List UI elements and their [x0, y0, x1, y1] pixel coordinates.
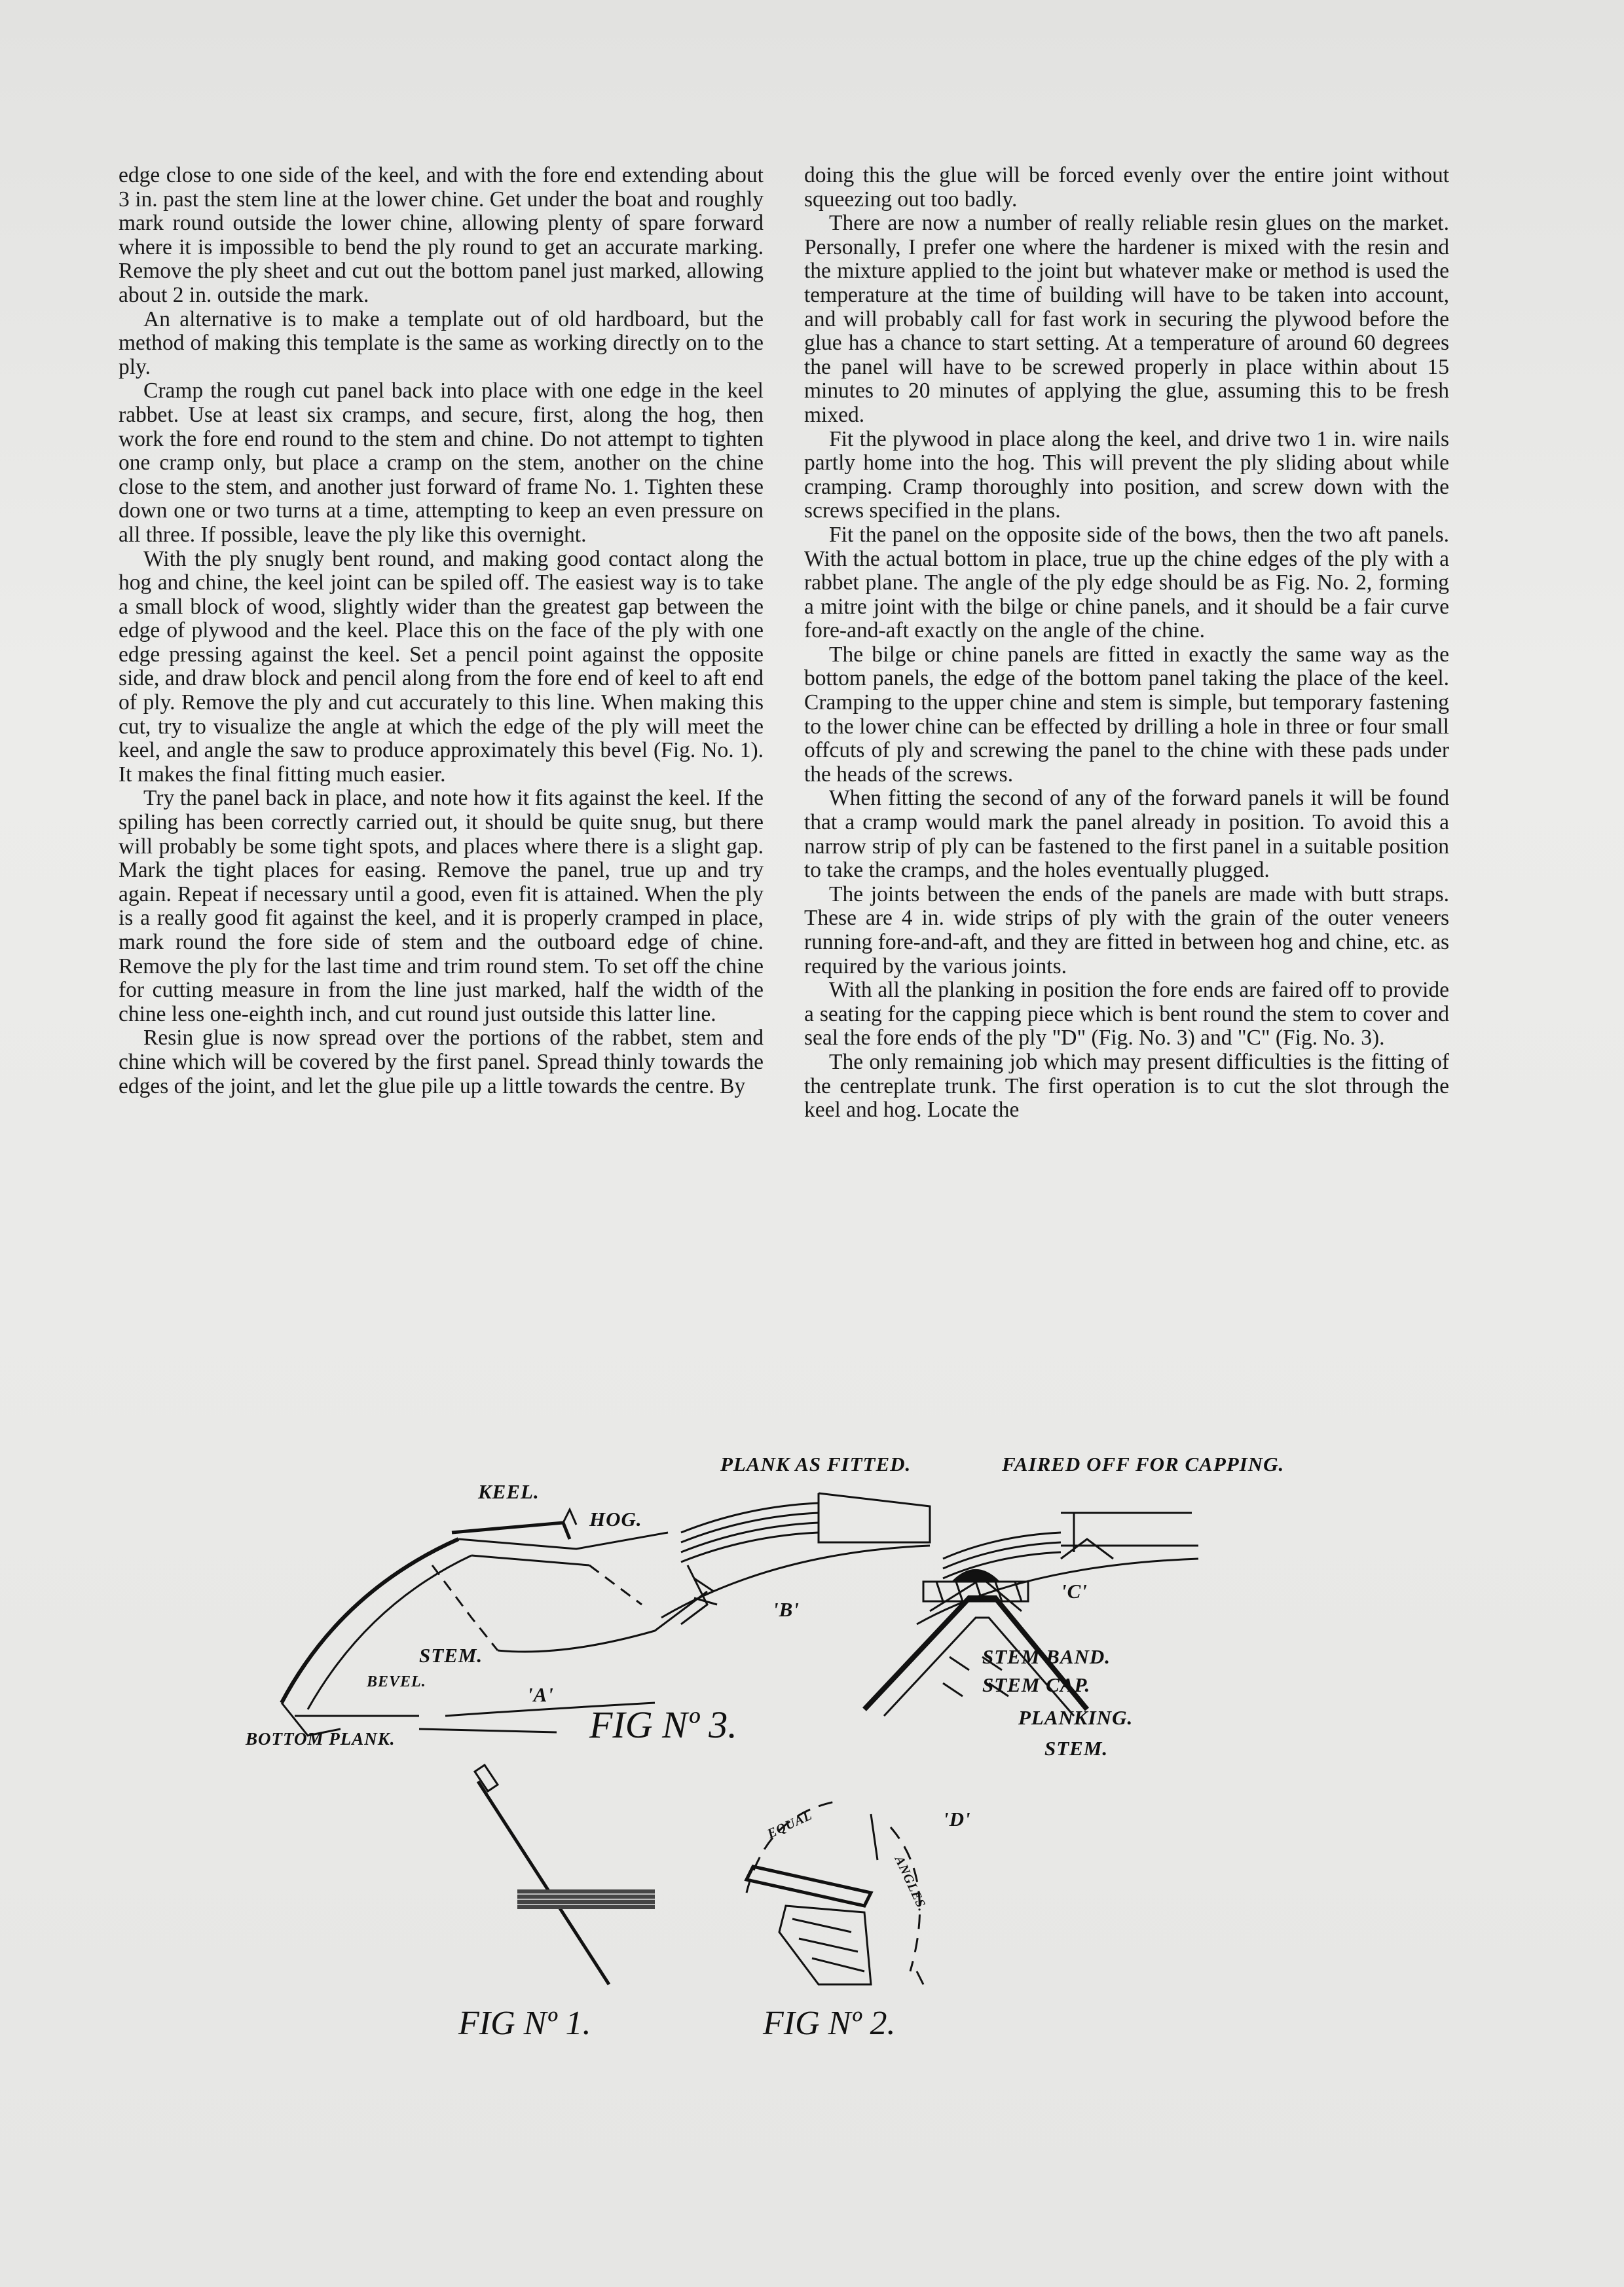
- caption-fig3: FIG Nº 3.: [589, 1703, 737, 1746]
- label-stem: STEM.: [419, 1644, 483, 1667]
- left-text-column: [119, 164, 764, 1098]
- label-d: 'D': [943, 1808, 971, 1831]
- paragraph: The only remaining job which may present difficulties is the fitting of the centreplate trunk. The first operation is to cut the slot through the keel and hog. Locate the: [804, 1049, 1449, 1123]
- paragraph: The bilge or chine panels are fitted in exactly the same way as the bottom panels, the edge of the bottom panel taking the place of the keel. Cramping to the upper chine and stem is simple, but temporary fastening to the lower chine can be effected by drilling a hole in three or four small offcuts of ply and screwing the panel to the chine with these pads under the heads of the screws.: [804, 642, 1449, 787]
- paragraph: There are now a number of really reliable resin glues on the market. Personally, I prefer one where the hardener is mixed with the resin and the mixture applied to the joint but whatever make or method is used the temperature at the time of building will have to be taken into account, and will probably call for fast work in securing the plywood before the glue has a chance to start setting. At a temperature of around 60 degrees the panel will have to be screwed properly in place within about 15 minutes to 20 minutes of applying the glue, assuming this to be fresh mixed.: [804, 211, 1449, 427]
- label-plank-as-fitted: PLANK AS FITTED.: [720, 1453, 912, 1476]
- caption-fig1: FIG Nº 1.: [458, 2005, 591, 2042]
- paragraph: When fitting the second of any of the forward panels it will be found that a cramp would mark the panel already in position. To avoid this a narrow strip of ply can be fastened to the first panel in a suitable position to take the cramps, and the holes eventually plugged.: [804, 786, 1449, 883]
- label-stem-band: STEM BAND.: [982, 1645, 1111, 1668]
- label-bottom-plank: BOTTOM PLANK.: [246, 1729, 396, 1749]
- paragraph: An alternative is to make a template out of old hardboard, but the method of making this template is the same as working directly on to the ply.: [119, 307, 764, 379]
- label-faired-off: FAIRED OFF FOR CAPPING.: [1002, 1453, 1285, 1476]
- fig3-view-a: [282, 1510, 707, 1736]
- paragraph: Fit the plywood in place along the keel, and drive two 1 in. wire nails partly home into the hog. This will prevent the ply sliding about while cramping. Cramp thoroughly into position, and screw down with the screws specified in the plans.: [804, 426, 1449, 523]
- label-angles: ANGLES.: [891, 1853, 931, 1914]
- label-b: 'B': [773, 1598, 800, 1621]
- paragraph: doing this the glue will be forced evenly over the entire joint without squeezing out too badly.: [804, 163, 1449, 212]
- label-planking: PLANKING.: [1018, 1706, 1134, 1729]
- label-c: 'C': [1061, 1580, 1088, 1603]
- label-stem-2: STEM.: [1044, 1737, 1109, 1760]
- paragraph: The joints between the ends of the panels are made with butt straps. These are 4 in. wide strips of ply with the grain of the outer veneers running fore-and-aft, and they are fitted in between hog and chine, etc. as required by the various joints.: [804, 882, 1449, 978]
- label-equal: EQUAL: [765, 1808, 815, 1842]
- paragraph: Try the panel back in place, and note how it fits against the keel. If the spiling has been correctly carried out, it should be quite snug, but there will probably be some tight spots, and places where there is a slight gap. Mark the tight places for easing. Remove the panel, true up and try again. Repeat if necessary until a good, even fit is attained. When the ply is a really good fit against the keel, and it is properly cramped in place, mark round the fore side of stem and the outboard edge of chine. Remove the ply for the last time and trim round stem. To set off the chine for cutting measure in from the line just marked, half the width of the chine less one-eighth inch, and cut round just outside this latter line.: [119, 786, 764, 1026]
- label-stem-cap: STEM CAP.: [982, 1673, 1091, 1696]
- caption-fig2: FIG Nº 2.: [763, 2005, 896, 2042]
- paragraph: With all the planking in position the fore ends are faired off to provide a seating for the capping piece which is bent round the stem to cover and seal the fore ends of the ply "D" (Fig. No. 3) and "C" (Fig. No. 3).: [804, 978, 1449, 1051]
- paragraph: edge close to one side of the keel, and with the fore end extending about 3 in. past the stem line at the lower chine. Get under the boat and roughly mark round outside the lower chine, allowing plenty of spare forward where it is impossible to bend the ply round to get an accurate marking. Remove the ply sheet and cut out the bottom panel just marked, allowing about 2 in. outside the mark.: [119, 163, 764, 307]
- paragraph: Cramp the rough cut panel back into place with one edge in the keel rabbet. Use at least six cramps, and secure, first, along the hog, then work the fore end round to the stem and chine. Do not attempt to tighten one cramp only, but place a cramp on the stem, another on the chine close to the stem, and another just forward of frame No. 1. Tighten these down one or two turns at a time, attempting to keep an even pressure on all three. If possible, leave the ply like this overnight.: [119, 379, 764, 547]
- fig1-drawing: [475, 1765, 655, 1984]
- label-a: 'A': [527, 1683, 554, 1706]
- figures-illustration: [0, 1408, 1624, 2142]
- paragraph: With the ply snugly bent round, and making good contact along the hog and chine, the keel joint can be spiled off. The easiest way is to take a small block of wood, slightly wider than the greatest gap between the edge of plywood and the keel. Place this on the face of the ply with one edge pressing against the keel. Set a pencil point against the opposite side, and draw block and pencil along from the fore end of keel to aft end of ply. Remove the ply and cut accurately to this line. When making this cut, try to visualize the angle at which the edge of the ply will meet the keel, and angle the saw to produce approximately this bevel (Fig. No. 1). It makes the final fitting much easier.: [119, 546, 764, 787]
- label-keel: KEEL.: [478, 1480, 540, 1503]
- right-text-column: [804, 164, 1449, 1123]
- paragraph: Fit the panel on the opposite side of the bows, then the two aft panels. With the actual bottom in place, true up the chine edges of the ply with a rabbet plane. The angle of the ply edge should be as Fig. No. 2, forming a mitre joint with the bilge or chine panels, and it should be a fair curve fore-and-aft exactly on the angle of the chine.: [804, 522, 1449, 643]
- paragraph: Resin glue is now spread over the portions of the rabbet, stem and chine which will be covered by the first panel. Spread thinly towards the edges of the joint, and let the glue pile up a little towards the centre. By: [119, 1026, 764, 1098]
- label-bevel: BEVEL.: [367, 1673, 426, 1690]
- label-hog: HOG.: [589, 1508, 642, 1531]
